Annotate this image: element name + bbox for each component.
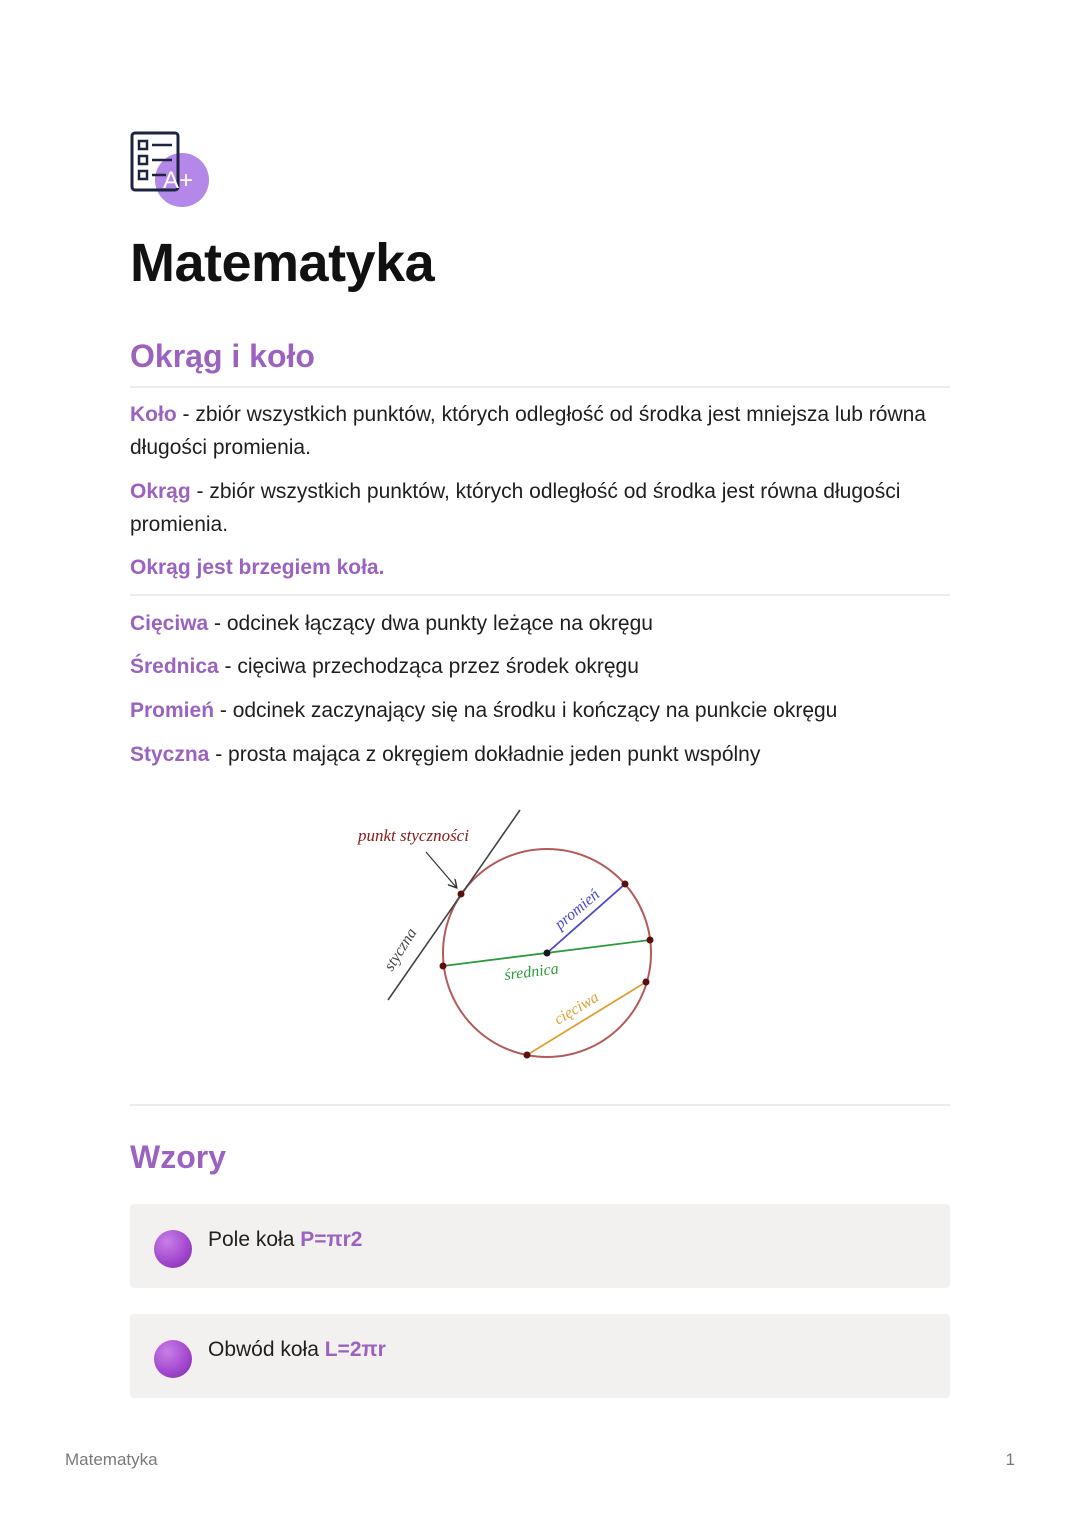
term-cieciwa: Cięciwa [130,612,209,635]
chord-end-point [524,1052,531,1059]
svg-text:A+: A+ [163,167,194,194]
footer-page-number: 1 [1005,1450,1015,1469]
diameter-end-point [440,963,447,970]
radius-end-point [622,881,629,888]
divider [130,1104,950,1106]
term-srednica: Średnica [130,655,219,678]
purple-circle-icon [154,1230,192,1268]
section-title-formulas: Wzory [130,1139,226,1175]
circle-diagram [350,800,670,1070]
purple-circle-icon [154,1340,192,1378]
definition-cieciwa [130,607,950,640]
formula-expression: L=2πr [324,1338,386,1361]
formula-card [130,1204,950,1288]
formula-expression: P=πr2 [300,1228,363,1251]
definition-text: - odcinek zaczynający się na środku i kończący na punkcie okręgu [214,699,838,722]
term-okrag: Okrąg [130,480,191,503]
label-tangent-point: punkt styczności [358,826,469,845]
definition-text: - prosta mająca z okręgiem dokładnie jeden punkt wspólny [209,743,761,766]
label-chord: cięciwa [551,988,602,1029]
label-diameter: średnica [503,960,560,984]
definition-text: - odcinek łączący dwa punkty leżące na okręgu [208,612,653,635]
formula-label: Pole koła [208,1228,301,1251]
page-title: Matematyka [130,233,435,293]
tangent-point [458,891,465,898]
definition-srednica [130,650,950,683]
definition-text: - zbiór wszystkich punktów, których odległość od środka jest mniejsza lub równa długości promienia. [130,403,926,459]
note-boundary: Okrąg jest brzegiem koła. [130,556,385,579]
divider [130,386,950,388]
checklist-grade-icon [130,130,210,210]
term-styczna: Styczna [130,743,210,766]
chord-end-point [643,979,650,986]
label-radius: promień [551,886,603,934]
label-tangent: styczna [380,925,421,975]
term-promien: Promień [130,699,215,722]
center-point [544,950,551,957]
definition-text: - cięciwa przechodząca przez środek okręgu [218,655,639,678]
definition-okrag [130,475,950,541]
formula-line [208,1228,362,1252]
definition-kolo [130,398,950,464]
formula-label: Obwód koła [208,1338,325,1361]
diameter-end-point [647,937,654,944]
divider [130,594,950,596]
footer-document-name: Matematyka [65,1450,158,1469]
definition-promien [130,694,950,727]
definition-text: - zbiór wszystkich punktów, których odległość od środka jest równa długości promienia. [130,480,901,536]
definition-styczna [130,738,950,771]
arrow-icon [426,852,456,887]
section-title-circle: Okrąg i koło [130,338,315,374]
formula-card [130,1314,950,1398]
formula-line [208,1338,386,1362]
term-kolo: Koło [130,403,177,426]
